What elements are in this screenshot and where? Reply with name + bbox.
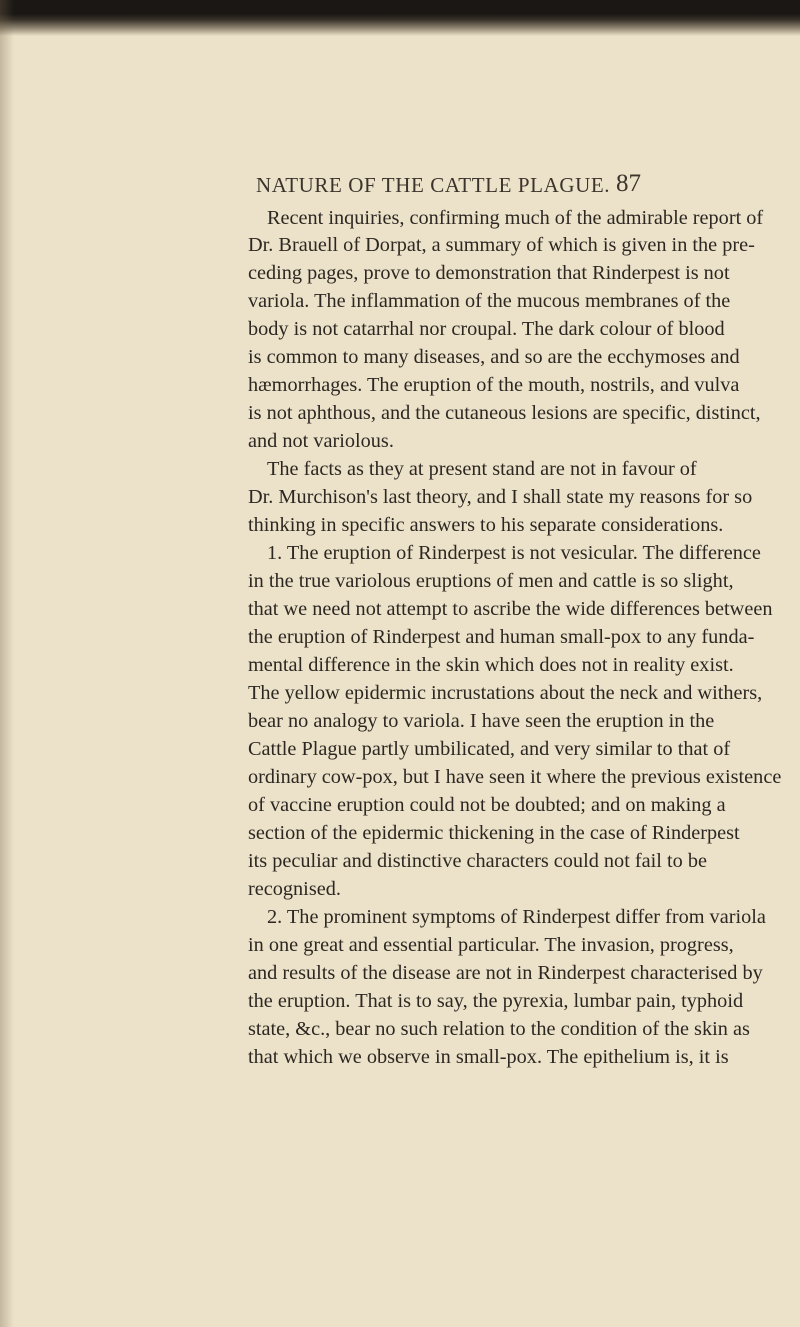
text-line: the eruption of Rinderpest and human small-pox to any funda- xyxy=(248,626,755,648)
text-line: section of the epidermic thickening in the case of Rinderpest xyxy=(248,822,740,844)
text-line: and not variolous. xyxy=(248,430,394,452)
text-line: Recent inquiries, confirming much of the admirable report of xyxy=(267,207,764,229)
text-line: variola. The inflammation of the mucous membranes of the xyxy=(248,290,731,312)
text-line: bear no analogy to variola. I have seen the eruption in the xyxy=(248,710,715,732)
text-line: 2. The prominent symptoms of Rinderpest differ from variola xyxy=(267,906,766,928)
text-line: in one great and essential particular. The invasion, progress, xyxy=(248,934,734,956)
text-line: that we need not attempt to ascribe the wide differences between xyxy=(248,598,773,620)
text-line: the eruption. That is to say, the pyrexia, lumbar pain, typhoid xyxy=(248,990,744,1012)
text-line: its peculiar and distinctive characters could not fail to be xyxy=(248,850,707,872)
text-line: hæmorrhages. The eruption of the mouth, nostrils, and vulva xyxy=(248,374,740,396)
text-line: Dr. Brauell of Dorpat, a summary of which is given in the pre- xyxy=(248,234,755,256)
text-line: ordinary cow-pox, but I have seen it where the previous existence xyxy=(248,766,782,788)
text-line: of vaccine eruption could not be doubted; and on making a xyxy=(248,794,726,816)
text-line: Dr. Murchison's last theory, and I shall state my reasons for so xyxy=(248,486,753,508)
page-edge-shadow xyxy=(0,0,800,36)
text-line: The yellow epidermic incrustations about the neck and withers, xyxy=(248,682,763,704)
running-title: NATURE OF THE CATTLE PLAGUE. xyxy=(256,173,611,197)
text-line: that which we observe in small-pox. The epithelium is, it is xyxy=(248,1046,729,1068)
text-line: in the true variolous eruptions of men and cattle is so slight, xyxy=(248,570,734,592)
text-line: is not aphthous, and the cutaneous lesions are specific, distinct, xyxy=(248,402,761,424)
text-line: The facts as they at present stand are not in favour of xyxy=(267,458,697,480)
text-line: 1. The eruption of Rinderpest is not vesicular. The difference xyxy=(267,542,761,564)
text-line: recognised. xyxy=(248,878,341,900)
text-line: thinking in specific answers to his separate considerations. xyxy=(248,514,724,536)
text-line: mental difference in the skin which does not in reality exist. xyxy=(248,654,734,676)
text-line: body is not catarrhal nor croupal. The dark colour of blood xyxy=(248,318,725,340)
gutter-shadow xyxy=(0,0,14,1327)
text-line: ceding pages, prove to demonstration that Rinderpest is not xyxy=(248,262,730,284)
text-line: Cattle Plague partly umbilicated, and very similar to that of xyxy=(248,738,731,760)
text-line: state, &c., bear no such relation to the condition of the skin as xyxy=(248,1018,750,1040)
text-line: is common to many diseases, and so are the ecchymoses and xyxy=(248,346,740,368)
page-number: 87 xyxy=(616,170,641,197)
text-line: and results of the disease are not in Rinderpest characterised by xyxy=(248,962,763,984)
